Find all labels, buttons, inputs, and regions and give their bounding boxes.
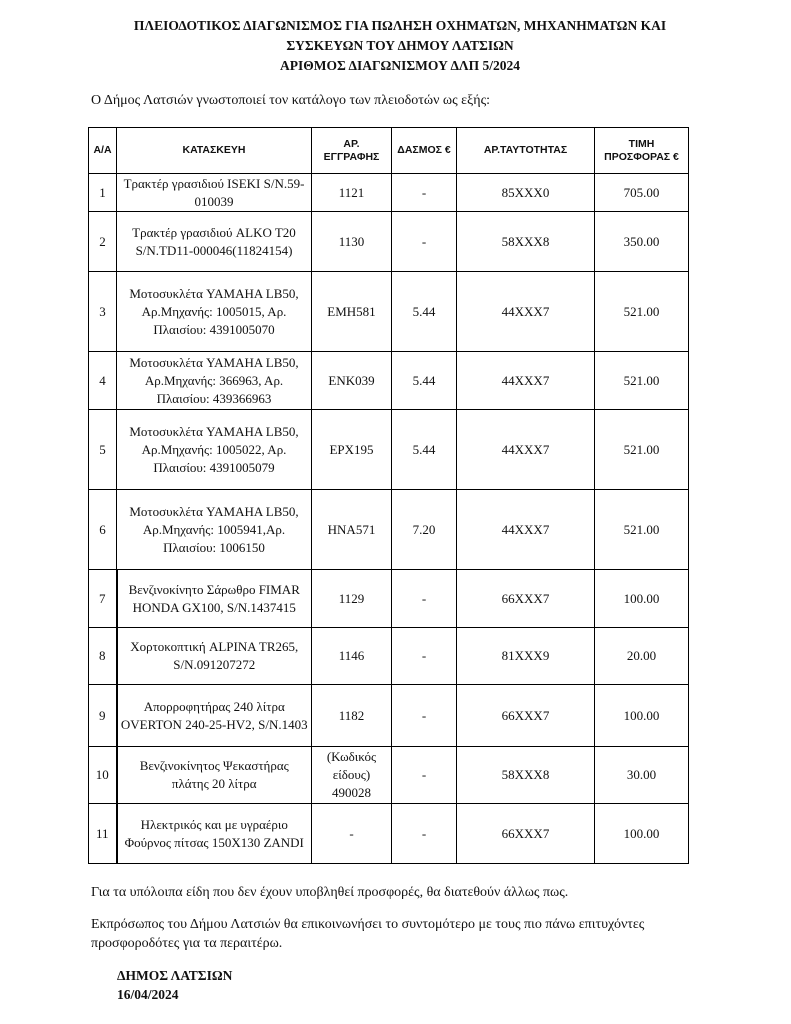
row-registration: HNA571	[312, 490, 392, 570]
row-price: 521.00	[595, 272, 689, 352]
row-tax: 7.20	[392, 490, 457, 570]
row-id: 66XXX7	[457, 685, 595, 747]
row-number: 11	[89, 804, 117, 864]
row-id: 44XXX7	[457, 490, 595, 570]
table-row	[89, 804, 689, 864]
row-id: 81XXX9	[457, 628, 595, 685]
row-price: 100.00	[595, 570, 689, 628]
row-tax: -	[392, 570, 457, 628]
title-line-1: ΠΛΕΙΟΔΟΤΙΚΟΣ ΔΙΑΓΩΝΙΣΜΟΣ ΓΙΑ ΠΩΛΗΣΗ ΟΧΗΜΑΤΩΝ, ΜΗΧΑΝΗΜΑΤΩΝ ΚΑΙ	[133, 18, 667, 33]
row-id: 66XXX7	[457, 804, 595, 864]
row-make: Βενζινοκίνητο Σάρωθρο FIMAR HONDA GX100, S/N.1437415	[117, 570, 312, 628]
row-make: Μοτοσυκλέτα YAMAHA LB50, Αρ.Μηχανής: 366963, Αρ. Πλαισίου: 439366963	[117, 352, 312, 410]
header-registration: ΑΡ. ΕΓΓΡΑΦΗΣ	[312, 128, 392, 174]
row-price: 521.00	[595, 352, 689, 410]
row-id: 44XXX7	[457, 410, 595, 490]
table-row	[89, 490, 689, 570]
row-number: 10	[89, 747, 117, 804]
document-title	[60, 16, 740, 76]
row-tax: 5.44	[392, 272, 457, 352]
header-id: ΑΡ.ΤΑΥΤΟΤΗΤΑΣ	[457, 128, 595, 174]
row-number: 5	[89, 410, 117, 490]
row-registration: 1130	[312, 212, 392, 272]
row-registration: 1129	[312, 570, 392, 628]
signature-name: ΔΗΜΟΣ ΛΑΤΣΙΩΝ	[117, 968, 233, 983]
row-make: Χορτοκοπτική ALPINA TR265, S/N.091207272	[117, 628, 312, 685]
row-id: 66XXX7	[457, 570, 595, 628]
row-number: 4	[89, 352, 117, 410]
footer-note-2: Εκπρόσωπος του Δήμου Λατσιών θα επικοινωνήσει το συντομότερο με τους πιο πάνω επιτυχόντες προσφοροδότες για τα περαιτέρω.	[91, 917, 645, 951]
row-make: Μοτοσυκλέτα YAMAHA LB50, Αρ.Μηχανής: 1005015, Αρ. Πλαισίου: 4391005070	[117, 272, 312, 352]
row-registration: EMH581	[312, 272, 392, 352]
row-tax: 5.44	[392, 352, 457, 410]
footer-note-1: Για τα υπόλοιπα είδη που δεν έχουν υποβληθεί προσφορές, θα διατεθούν άλλως πως.	[91, 885, 569, 900]
row-make: Ηλεκτρικός και με υγραέριο Φούρνος πίτσας 150Χ130 ZANDI	[117, 804, 312, 864]
title-line-2: ΣΥΣΚΕΥΩΝ ΤΟΥ ΔΗΜΟΥ ΛΑΤΣΙΩΝ	[286, 38, 514, 53]
row-number: 9	[89, 685, 117, 747]
row-make: Μοτοσυκλέτα YAMAHA LB50, Αρ.Μηχανής: 1005941,Αρ. Πλαισίου: 1006150	[117, 490, 312, 570]
bidders-table	[88, 127, 689, 864]
table-row	[89, 272, 689, 352]
row-price: 521.00	[595, 490, 689, 570]
row-tax: -	[392, 212, 457, 272]
table-row	[89, 747, 689, 804]
row-tax: -	[392, 685, 457, 747]
row-registration: ENK039	[312, 352, 392, 410]
row-tax: -	[392, 747, 457, 804]
row-make: Τρακτέρ γρασιδιού ALKO T20 S/N.TD11-000046(11824154)	[117, 212, 312, 272]
row-registration: 1182	[312, 685, 392, 747]
row-price: 705.00	[595, 174, 689, 212]
header-make: ΚΑΤΑΣΚΕΥΗ	[117, 128, 312, 174]
row-price: 20.00	[595, 628, 689, 685]
row-number: 7	[89, 570, 117, 628]
row-id: 44XXX7	[457, 272, 595, 352]
row-id: 58XXX8	[457, 747, 595, 804]
signature-date: 16/04/2024	[117, 987, 179, 1002]
row-number: 1	[89, 174, 117, 212]
table-row	[89, 174, 689, 212]
row-number: 2	[89, 212, 117, 272]
row-registration: 1146	[312, 628, 392, 685]
row-make: Τρακτέρ γρασιδιού ISEKI S/N.59-010039	[117, 174, 312, 212]
table-header-row	[89, 128, 689, 174]
table-row	[89, 352, 689, 410]
row-make: Βενζινοκίνητος Ψεκαστήρας πλάτης 20 λίτρα	[117, 747, 312, 804]
header-tax: ΔΑΣΜΟΣ €	[392, 128, 457, 174]
row-number: 3	[89, 272, 117, 352]
header-aa: Α/Α	[89, 128, 117, 174]
title-line-3: ΑΡΙΘΜΟΣ ΔΙΑΓΩΝΙΣΜΟΥ ΔΛΠ 5/2024	[280, 58, 520, 73]
table-row	[89, 570, 689, 628]
row-tax: -	[392, 804, 457, 864]
row-price: 100.00	[595, 685, 689, 747]
row-id: 85XXX0	[457, 174, 595, 212]
row-price: 521.00	[595, 410, 689, 490]
row-price: 30.00	[595, 747, 689, 804]
row-price: 350.00	[595, 212, 689, 272]
row-price: 100.00	[595, 804, 689, 864]
table-row	[89, 410, 689, 490]
header-price: ΤΙΜΗ ΠΡΟΣΦΟΡΑΣ €	[595, 128, 689, 174]
row-number: 6	[89, 490, 117, 570]
row-registration: (Κωδικός είδους) 490028	[312, 747, 392, 804]
row-registration: 1121	[312, 174, 392, 212]
row-id: 44XXX7	[457, 352, 595, 410]
signature-block	[117, 966, 232, 1004]
row-tax: -	[392, 628, 457, 685]
row-tax: -	[392, 174, 457, 212]
table-row	[89, 628, 689, 685]
row-registration: EPX195	[312, 410, 392, 490]
row-make: Μοτοσυκλέτα YAMAHA LB50, Αρ.Μηχανής: 1005022, Αρ. Πλαισίου: 4391005079	[117, 410, 312, 490]
row-registration: -	[312, 804, 392, 864]
row-make: Απορροφητήρας 240 λίτρα OVERTON 240-25-HV2, S/N.1403	[117, 685, 312, 747]
intro-text: Ο Δήμος Λατσιών γνωστοποιεί τον κατάλογο των πλειοδοτών ως εξής:	[91, 93, 491, 108]
row-tax: 5.44	[392, 410, 457, 490]
table-row	[89, 685, 689, 747]
table-row	[89, 212, 689, 272]
row-id: 58XXX8	[457, 212, 595, 272]
row-number: 8	[89, 628, 117, 685]
